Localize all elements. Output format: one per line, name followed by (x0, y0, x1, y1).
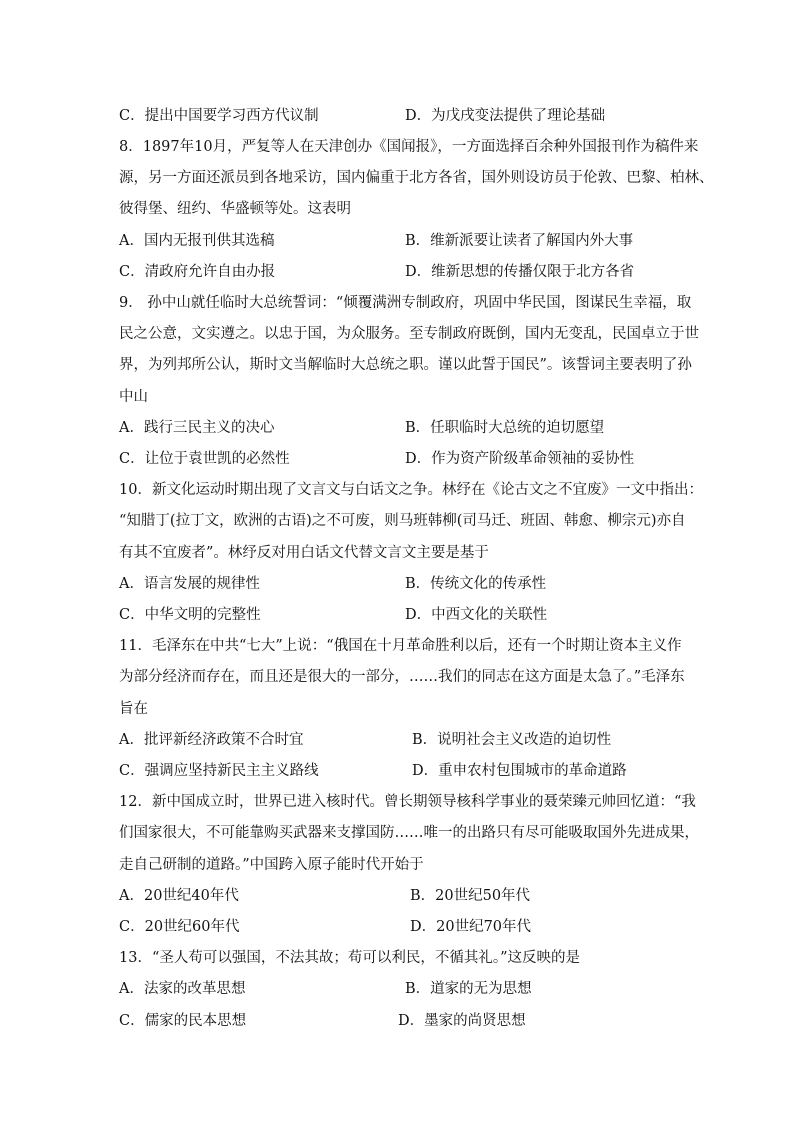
q9-option-a[interactable]: A．践行三民主义的决心 (119, 420, 275, 436)
q11-option-d[interactable]: D．重申农村包围城市的革命道路 (412, 763, 627, 779)
q8-option-a[interactable]: A．国内无报刊供其选稿 (119, 233, 275, 249)
q11-option-a[interactable]: A．批评新经济政策不合时宜 (119, 732, 304, 748)
q13-option-a[interactable]: A．法家的改革思想 (119, 981, 246, 997)
q11-stem-line-2: 为部分经济而存在，而且还是很大的一部分，……我们的同志在这方面是太急了。”毛泽东 (119, 669, 685, 685)
q8-option-d[interactable]: D．维新思想的传播仅限于北方各省 (405, 264, 635, 280)
q7-option-d[interactable]: D．为戊戌变法提供了理论基础 (405, 108, 606, 124)
q12-stem-line-1: 12．新中国成立时，世界已进入核时代。曾长期领导核科学事业的聂荣臻元帅回忆道：“我 (119, 794, 696, 810)
q9-stem-line-1: 9． 孙中山就任临时大总统誓词：“倾覆满洲专制政府，巩固中华民国，图谋民生幸福，取 (119, 295, 692, 311)
q8-option-b[interactable]: B．维新派要让读者了解国内外大事 (405, 233, 634, 249)
q7-option-c[interactable]: C．提出中国要学习西方代议制 (119, 108, 319, 124)
q10-option-b[interactable]: B．传统文化的传承性 (405, 576, 547, 592)
q8-stem-line-1: 8．1897年10月，严复等人在天津创办《国闻报》，一方面选择百余种外国报刊作为稿件来 (119, 139, 699, 155)
q9-stem-line-2: 民之公意，文实遵之。以忠于国，为众服务。至专制政府既倒，国内无变乱，民国卓立于世 (119, 326, 699, 342)
q12-option-a[interactable]: A．20世纪40年代 (119, 888, 239, 904)
q13-option-c[interactable]: C．儒家的民本思想 (119, 1013, 247, 1029)
q13-option-b[interactable]: B．道家的无为思想 (405, 981, 532, 997)
q8-option-c[interactable]: C．清政府允许自由办报 (119, 264, 276, 280)
q10-option-a[interactable]: A．语言发展的规律性 (119, 576, 260, 592)
q8-stem-line-3: 彼得堡、纽约、华盛顿等处。这表明 (119, 201, 351, 217)
q11-stem-line-3: 旨在 (119, 701, 148, 717)
q12-stem-line-2: 们国家很大，不可能靠购买武器来支撑国防……唯一的出路只有尽可能吸取国外先进成果， (119, 825, 699, 841)
q8-stem-line-2: 源，另一方面还派员到各地采访，国内偏重于北方各省，国外则设访员于伦敦、巴黎、柏林、 (119, 170, 714, 186)
q11-option-b[interactable]: B．说明社会主义改造的迫切性 (412, 732, 612, 748)
q10-stem-line-3: 有其不宜废者”。林纾反对用白话文代替文言文主要是基于 (119, 545, 489, 561)
q9-option-d[interactable]: D．作为资产阶级革命领袖的妥协性 (405, 451, 635, 467)
q10-option-c[interactable]: C．中华文明的完整性 (119, 607, 261, 623)
q9-stem-line-4: 中山 (119, 389, 148, 405)
q9-option-b[interactable]: B．任职临时大总统的迫切愿望 (405, 420, 605, 436)
q11-option-c[interactable]: C．强调应坚持新民主主义路线 (119, 763, 319, 779)
q9-option-c[interactable]: C．让位于袁世凯的必然性 (119, 451, 290, 467)
q10-stem-line-2: “知腊丁(拉丁文，欧洲的古语)之不可废，则马班韩柳(司马迁、班固、韩愈、柳宗元)亦自 (119, 513, 686, 529)
q10-stem-line-1: 10．新文化运动时期出现了文言文与白话文之争。林纾在《论古文之不宜废》一文中指出： (119, 482, 703, 498)
q10-option-d[interactable]: D．中西文化的关联性 (405, 607, 548, 623)
q13-option-d[interactable]: D．墨家的尚贤思想 (398, 1013, 526, 1029)
q12-option-b[interactable]: B．20世纪50年代 (410, 888, 531, 904)
q9-stem-line-3: 界，为列邦所公认，斯时文当解临时大总统之职。谨以此誓于国民”。该誓词主要表明了孙 (119, 357, 692, 373)
q11-stem-line-1: 11．毛泽东在中共“七大”上说：“俄国在十月革命胜利以后，还有一个时期让资本主义作 (119, 638, 682, 654)
q13-stem-line-1: 13．“圣人苟可以强国，不法其故；苟可以利民，不循其礼。”这反映的是 (119, 950, 581, 966)
q12-stem-line-3: 走自己研制的道路。”中国跨入原子能时代开始于 (119, 857, 424, 873)
q12-option-c[interactable]: C．20世纪60年代 (119, 919, 240, 935)
q12-option-d[interactable]: D．20世纪70年代 (410, 919, 532, 935)
